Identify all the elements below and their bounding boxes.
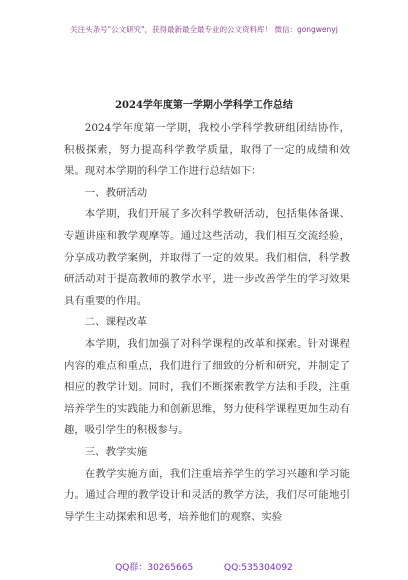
header-banner: 关注头条号"公文研究"，获得最新最全最专业的公文资料库！ 微信：gongwenyj (70, 25, 338, 34)
document-title: 2024学年度第一学期小学科学工作总结 (115, 100, 293, 111)
section-heading-reform: 二、课程改革 (84, 316, 148, 329)
footer-contact (0, 560, 408, 573)
teaching-paragraph: 在教学实施方面，我们注重培养学生的学习兴趣和学习能力。通过合理的教学设计和灵活的教学方法，我们尽可能地引导学生主动探索和思考，培养他们的观察、实验 (64, 467, 350, 523)
document-body (64, 118, 350, 528)
footer-qq-group: QQ群：30265665 (115, 563, 194, 573)
section-heading-teaching: 三、教学实施 (84, 445, 148, 458)
reform-paragraph: 本学期，我们加强了对科学课程的改革和探索。针对课程内容的难点和重点，我们进行了细致的分析和研究，并制定了相应的教学计划。同时，我们不断探索教学方法和手段，注重培养学生的实践能力和创新思维，努力使科学课程更加生动有趣，吸引学生的积极参与。 (64, 337, 350, 437)
footer-qq-number: QQ:535304092 (224, 563, 293, 573)
section-heading-research: 一、教研活动 (84, 186, 148, 199)
intro-paragraph: 2024学年度第一学期，我校小学科学教研组团结协作，积极探索，努力提高科学教学质量，取得了一定的成绩和效果。现对本学期的科学工作进行总结如下： (64, 122, 350, 178)
research-paragraph: 本学期，我们开展了多次科学教研活动，包括集体备课、专题讲座和教学观摩等。通过这些活动，我们相互交流经验，分享成功教学案例，并取得了一定的效果。我们相信，科学教研活动对于提高教师的教学水平，进一步改善学生的学习效果具有重要的作用。 (64, 208, 350, 307)
